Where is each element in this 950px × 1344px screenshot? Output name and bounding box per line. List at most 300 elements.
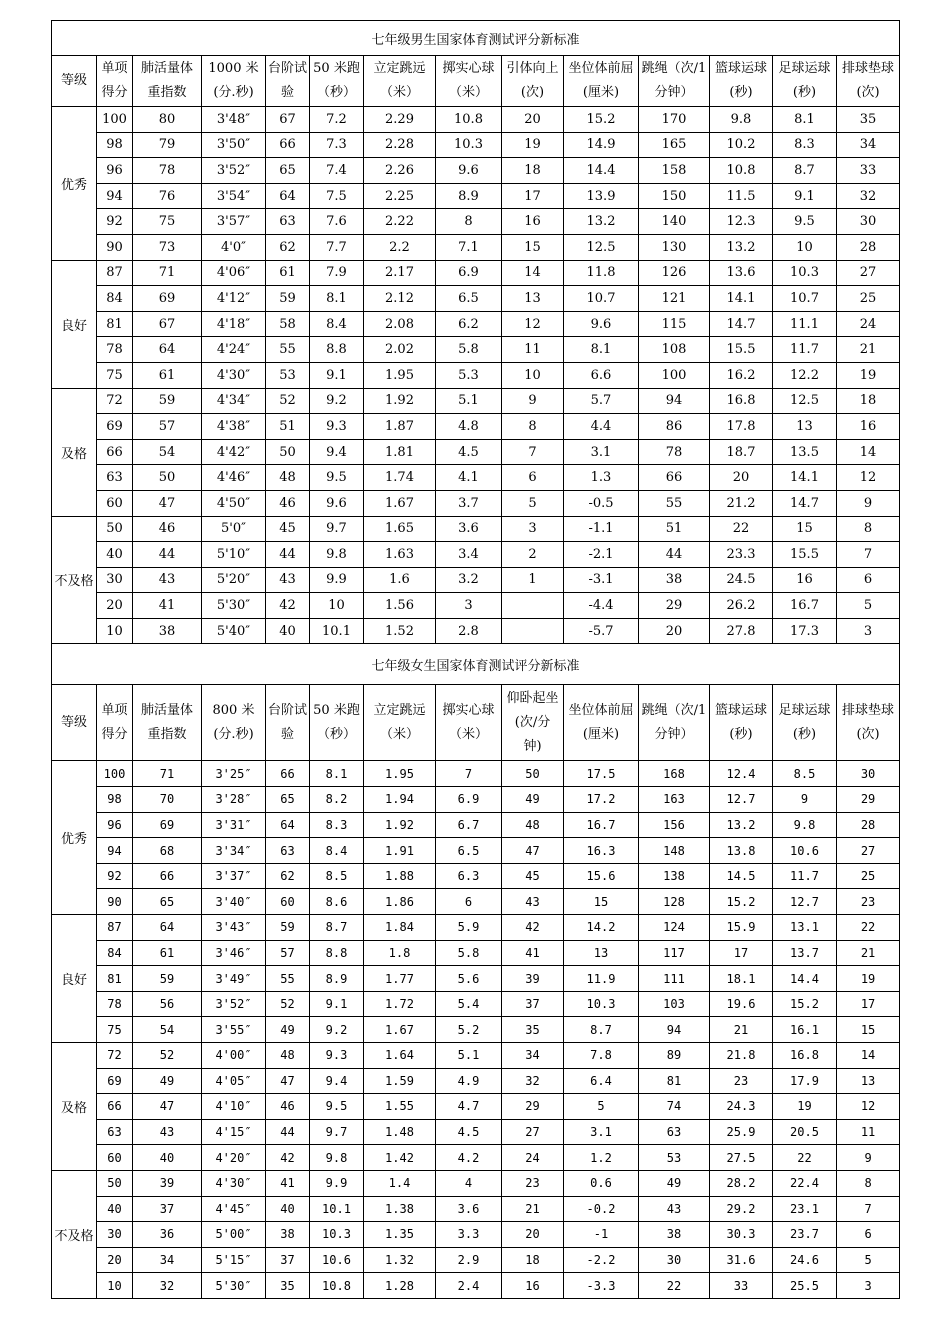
table-cell-pullup-situp: 12	[502, 311, 564, 337]
table-cell-rope-skipping: 29	[639, 593, 710, 619]
table-cell-step-test: 66	[266, 132, 310, 158]
table-cell-score: 60	[97, 490, 133, 516]
table-row	[52, 260, 900, 286]
table-row	[52, 940, 900, 966]
table-cell-shot-put: 6.5	[436, 286, 502, 312]
table-cell-vital-capacity-index: 61	[133, 362, 202, 388]
table-cell-run-time: 4'34″	[202, 388, 266, 414]
table-row	[52, 1043, 900, 1069]
table-row	[52, 863, 900, 889]
table-cell-shot-put: 6.9	[436, 260, 502, 286]
table-cell-rope-skipping: 22	[639, 1273, 710, 1299]
table-cell-pullup-situp: 8	[502, 414, 564, 440]
table-cell-rope-skipping: 108	[639, 337, 710, 363]
table-cell-volleyball-bump: 14	[837, 439, 900, 465]
table-cell-shot-put: 4.1	[436, 465, 502, 491]
table-cell-sprint-50m: 9.7	[310, 1119, 364, 1145]
table-cell-standing-long-jump: 2.17	[364, 260, 436, 286]
table-cell-sprint-50m: 9.5	[310, 465, 364, 491]
table-cell-run-time: 4'15″	[202, 1119, 266, 1145]
table-cell-rope-skipping: 111	[639, 966, 710, 992]
table-cell-basketball-dribble: 15.2	[710, 889, 773, 915]
table-cell-score: 78	[97, 991, 133, 1017]
table-cell-volleyball-bump: 23	[837, 889, 900, 915]
table-cell-score: 50	[97, 516, 133, 542]
table-cell-football-dribble: 11.1	[773, 311, 837, 337]
table-cell-volleyball-bump: 30	[837, 209, 900, 235]
table-cell-step-test: 46	[266, 490, 310, 516]
table-cell-standing-long-jump: 1.42	[364, 1145, 436, 1171]
table-cell-football-dribble: 15	[773, 516, 837, 542]
table-cell-shot-put: 4.7	[436, 1094, 502, 1120]
table-cell-sprint-50m: 7.6	[310, 209, 364, 235]
table-cell-football-dribble: 20.5	[773, 1119, 837, 1145]
boys-header-pullup-situp: 引体向上 (次)	[502, 56, 564, 107]
table-cell-shot-put: 4.8	[436, 414, 502, 440]
table-row	[52, 593, 900, 619]
girls-header-football-dribble: 足球运球 (秒)	[773, 685, 837, 761]
table-cell-sprint-50m: 8.4	[310, 838, 364, 864]
table-cell-vital-capacity-index: 67	[133, 311, 202, 337]
table-cell-sprint-50m: 8.8	[310, 940, 364, 966]
table-cell-sprint-50m: 9.4	[310, 439, 364, 465]
table-cell-score: 100	[97, 107, 133, 133]
table-cell-rope-skipping: 38	[639, 567, 710, 593]
table-cell-shot-put: 7.1	[436, 234, 502, 260]
table-cell-step-test: 46	[266, 1094, 310, 1120]
table-cell-sit-and-reach: 1.3	[564, 465, 639, 491]
table-cell-pullup-situp: 21	[502, 1196, 564, 1222]
table-cell-standing-long-jump: 1.84	[364, 915, 436, 941]
table-cell-pullup-situp: 24	[502, 1145, 564, 1171]
table-cell-sit-and-reach: -0.5	[564, 490, 639, 516]
table-cell-standing-long-jump: 1.32	[364, 1247, 436, 1273]
table-cell-basketball-dribble: 27.8	[710, 618, 773, 644]
table-cell-volleyball-bump: 7	[837, 542, 900, 568]
table-cell-run-time: 4'24″	[202, 337, 266, 363]
table-cell-step-test: 67	[266, 107, 310, 133]
table-cell-basketball-dribble: 27.5	[710, 1145, 773, 1171]
table-cell-score: 98	[97, 787, 133, 813]
boys-header-volleyball-bump: 排球垫球 (次)	[837, 56, 900, 107]
table-cell-pullup-situp: 29	[502, 1094, 564, 1120]
table-cell-score: 30	[97, 567, 133, 593]
table-cell-basketball-dribble: 31.6	[710, 1247, 773, 1273]
table-cell-sprint-50m: 10.1	[310, 618, 364, 644]
table-cell-vital-capacity-index: 59	[133, 966, 202, 992]
table-cell-rope-skipping: 55	[639, 490, 710, 516]
table-cell-football-dribble: 24.6	[773, 1247, 837, 1273]
table-cell-basketball-dribble: 20	[710, 465, 773, 491]
table-cell-run-time: 3'54″	[202, 183, 266, 209]
table-cell-vital-capacity-index: 47	[133, 1094, 202, 1120]
table-cell-basketball-dribble: 12.7	[710, 787, 773, 813]
table-cell-basketball-dribble: 13.2	[710, 234, 773, 260]
table-cell-football-dribble: 16.7	[773, 593, 837, 619]
table-cell-pullup-situp: 41	[502, 940, 564, 966]
table-cell-standing-long-jump: 2.29	[364, 107, 436, 133]
table-cell-shot-put: 5.6	[436, 966, 502, 992]
table-cell-football-dribble: 8.3	[773, 132, 837, 158]
table-cell-football-dribble: 8.7	[773, 158, 837, 184]
girls-header-vital-capacity-index: 肺活量体 重指数	[133, 685, 202, 761]
table-cell-sit-and-reach: 13	[564, 940, 639, 966]
table-cell-basketball-dribble: 11.5	[710, 183, 773, 209]
table-cell-volleyball-bump: 6	[837, 567, 900, 593]
table-cell-step-test: 35	[266, 1273, 310, 1299]
table-cell-rope-skipping: 86	[639, 414, 710, 440]
table-cell-basketball-dribble: 13.2	[710, 812, 773, 838]
girls-header-grade: 等级	[52, 685, 97, 761]
table-cell-standing-long-jump: 2.22	[364, 209, 436, 235]
table-cell-football-dribble: 13	[773, 414, 837, 440]
table-cell-rope-skipping: 78	[639, 439, 710, 465]
boys-grade-grade: 良好	[52, 260, 97, 388]
table-cell-pullup-situp: 10	[502, 362, 564, 388]
table-cell-sit-and-reach: -4.4	[564, 593, 639, 619]
table-cell-pullup-situp: 6	[502, 465, 564, 491]
table-cell-vital-capacity-index: 38	[133, 618, 202, 644]
table-cell-pullup-situp: 5	[502, 490, 564, 516]
girls-header-row	[52, 685, 900, 761]
table-cell-sprint-50m: 10.1	[310, 1196, 364, 1222]
table-cell-standing-long-jump: 2.08	[364, 311, 436, 337]
table-cell-run-time: 3'43″	[202, 915, 266, 941]
table-row	[52, 567, 900, 593]
table-cell-score: 90	[97, 889, 133, 915]
table-cell-score: 100	[97, 761, 133, 787]
table-cell-score: 92	[97, 209, 133, 235]
table-cell-shot-put: 6.2	[436, 311, 502, 337]
table-cell-standing-long-jump: 1.8	[364, 940, 436, 966]
boys-grade-grade: 及格	[52, 388, 97, 516]
table-cell-step-test: 42	[266, 1145, 310, 1171]
table-row	[52, 761, 900, 787]
table-cell-run-time: 3'25″	[202, 761, 266, 787]
table-row	[52, 1247, 900, 1273]
table-cell-score: 87	[97, 260, 133, 286]
table-cell-volleyball-bump: 28	[837, 234, 900, 260]
table-row	[52, 132, 900, 158]
girls-header-step-test: 台阶试 验	[266, 685, 310, 761]
table-cell-shot-put: 2.9	[436, 1247, 502, 1273]
girls-grade-grade: 及格	[52, 1043, 97, 1171]
table-cell-football-dribble: 15.5	[773, 542, 837, 568]
table-cell-basketball-dribble: 25.9	[710, 1119, 773, 1145]
table-cell-shot-put: 5.1	[436, 1043, 502, 1069]
table-cell-vital-capacity-index: 43	[133, 1119, 202, 1145]
table-cell-run-time: 3'34″	[202, 838, 266, 864]
table-cell-volleyball-bump: 7	[837, 1196, 900, 1222]
table-cell-sit-and-reach: -2.2	[564, 1247, 639, 1273]
table-cell-standing-long-jump: 1.91	[364, 838, 436, 864]
table-cell-sprint-50m: 10.6	[310, 1247, 364, 1273]
table-cell-run-time: 3'46″	[202, 940, 266, 966]
table-cell-sit-and-reach: 3.1	[564, 1119, 639, 1145]
table-cell-pullup-situp: 47	[502, 838, 564, 864]
table-cell-score: 92	[97, 863, 133, 889]
table-cell-basketball-dribble: 33	[710, 1273, 773, 1299]
table-cell-vital-capacity-index: 39	[133, 1170, 202, 1196]
table-cell-vital-capacity-index: 78	[133, 158, 202, 184]
table-cell-sit-and-reach: 17.5	[564, 761, 639, 787]
table-cell-sit-and-reach: -3.1	[564, 567, 639, 593]
table-cell-score: 75	[97, 1017, 133, 1043]
table-cell-step-test: 44	[266, 1119, 310, 1145]
table-cell-run-time: 3'37″	[202, 863, 266, 889]
table-cell-shot-put: 10.8	[436, 107, 502, 133]
table-cell-football-dribble: 25.5	[773, 1273, 837, 1299]
table-cell-score: 87	[97, 915, 133, 941]
table-cell-run-time: 4'0″	[202, 234, 266, 260]
table-cell-sprint-50m: 10	[310, 593, 364, 619]
table-cell-sprint-50m: 8.9	[310, 966, 364, 992]
table-cell-rope-skipping: 130	[639, 234, 710, 260]
table-cell-shot-put: 6.9	[436, 787, 502, 813]
table-cell-shot-put: 3.2	[436, 567, 502, 593]
table-cell-pullup-situp: 19	[502, 132, 564, 158]
table-cell-volleyball-bump: 22	[837, 915, 900, 941]
table-cell-standing-long-jump: 1.38	[364, 1196, 436, 1222]
table-cell-vital-capacity-index: 50	[133, 465, 202, 491]
table-cell-rope-skipping: 117	[639, 940, 710, 966]
table-cell-vital-capacity-index: 70	[133, 787, 202, 813]
table-cell-shot-put: 8.9	[436, 183, 502, 209]
boys-header-sprint-50m: 50 米跑 （秒）	[310, 56, 364, 107]
table-cell-step-test: 41	[266, 1170, 310, 1196]
table-cell-score: 96	[97, 812, 133, 838]
table-cell-shot-put: 6.5	[436, 838, 502, 864]
boys-header-shot-put: 掷实心球 （米）	[436, 56, 502, 107]
table-cell-basketball-dribble: 22	[710, 516, 773, 542]
table-cell-score: 78	[97, 337, 133, 363]
table-cell-rope-skipping: 124	[639, 915, 710, 941]
table-cell-standing-long-jump: 2.2	[364, 234, 436, 260]
table-row	[52, 414, 900, 440]
table-cell-volleyball-bump: 3	[837, 618, 900, 644]
table-cell-pullup-situp: 1	[502, 567, 564, 593]
table-cell-sprint-50m: 9.8	[310, 542, 364, 568]
table-row	[52, 107, 900, 133]
table-cell-football-dribble: 13.5	[773, 439, 837, 465]
table-cell-sit-and-reach: 9.6	[564, 311, 639, 337]
table-cell-football-dribble: 23.1	[773, 1196, 837, 1222]
table-cell-sit-and-reach: 17.2	[564, 787, 639, 813]
table-cell-pullup-situp: 17	[502, 183, 564, 209]
table-cell-step-test: 48	[266, 1043, 310, 1069]
table-cell-run-time: 5'30″	[202, 593, 266, 619]
table-cell-standing-long-jump: 2.25	[364, 183, 436, 209]
table-cell-sit-and-reach: 11.8	[564, 260, 639, 286]
table-row	[52, 234, 900, 260]
table-cell-sit-and-reach: 14.2	[564, 915, 639, 941]
table-cell-score: 96	[97, 158, 133, 184]
table-cell-football-dribble: 12.7	[773, 889, 837, 915]
boys-header-basketball-dribble: 篮球运球 (秒)	[710, 56, 773, 107]
table-cell-step-test: 62	[266, 234, 310, 260]
table-cell-shot-put: 7	[436, 761, 502, 787]
table-cell-pullup-situp	[502, 593, 564, 619]
table-cell-sit-and-reach: 5	[564, 1094, 639, 1120]
table-cell-sprint-50m: 9.2	[310, 388, 364, 414]
table-cell-run-time: 4'46″	[202, 465, 266, 491]
table-cell-step-test: 64	[266, 812, 310, 838]
table-cell-football-dribble: 10	[773, 234, 837, 260]
table-cell-score: 69	[97, 414, 133, 440]
table-cell-sit-and-reach: 5.7	[564, 388, 639, 414]
table-cell-pullup-situp	[502, 618, 564, 644]
girls-header-sprint-50m: 50 米跑 （秒）	[310, 685, 364, 761]
table-cell-run-time: 4'20″	[202, 1145, 266, 1171]
table-cell-sprint-50m: 9.9	[310, 1170, 364, 1196]
table-cell-pullup-situp: 11	[502, 337, 564, 363]
table-cell-sprint-50m: 8.2	[310, 787, 364, 813]
table-cell-football-dribble: 10.3	[773, 260, 837, 286]
table-cell-standing-long-jump: 1.88	[364, 863, 436, 889]
table-cell-sit-and-reach: -2.1	[564, 542, 639, 568]
table-cell-football-dribble: 13.1	[773, 915, 837, 941]
table-cell-score: 50	[97, 1170, 133, 1196]
table-cell-shot-put: 5.8	[436, 337, 502, 363]
table-cell-pullup-situp: 13	[502, 286, 564, 312]
table-row	[52, 209, 900, 235]
table-cell-rope-skipping: 51	[639, 516, 710, 542]
table-cell-basketball-dribble: 9.8	[710, 107, 773, 133]
table-cell-step-test: 55	[266, 337, 310, 363]
table-cell-football-dribble: 14.4	[773, 966, 837, 992]
table-cell-standing-long-jump: 1.35	[364, 1222, 436, 1248]
table-cell-volleyball-bump: 35	[837, 107, 900, 133]
table-cell-step-test: 60	[266, 889, 310, 915]
table-cell-vital-capacity-index: 47	[133, 490, 202, 516]
boys-grade-grade: 优秀	[52, 107, 97, 261]
table-cell-sprint-50m: 8.5	[310, 863, 364, 889]
girls-grade-grade: 优秀	[52, 761, 97, 915]
girls-grade-grade: 不及格	[52, 1170, 97, 1298]
table-cell-football-dribble: 9	[773, 787, 837, 813]
table-cell-volleyball-bump: 16	[837, 414, 900, 440]
table-cell-run-time: 3'55″	[202, 1017, 266, 1043]
table-cell-run-time: 4'42″	[202, 439, 266, 465]
table-cell-sit-and-reach: 11.9	[564, 966, 639, 992]
table-cell-sprint-50m: 8.1	[310, 286, 364, 312]
table-cell-football-dribble: 14.1	[773, 465, 837, 491]
table-cell-volleyball-bump: 27	[837, 838, 900, 864]
table-cell-rope-skipping: 66	[639, 465, 710, 491]
table-cell-pullup-situp: 39	[502, 966, 564, 992]
table-cell-football-dribble: 12.2	[773, 362, 837, 388]
table-cell-rope-skipping: 121	[639, 286, 710, 312]
table-cell-basketball-dribble: 18.7	[710, 439, 773, 465]
table-cell-rope-skipping: 170	[639, 107, 710, 133]
table-row	[52, 915, 900, 941]
table-cell-basketball-dribble: 21.8	[710, 1043, 773, 1069]
table-cell-basketball-dribble: 14.7	[710, 311, 773, 337]
table-cell-standing-long-jump: 1.63	[364, 542, 436, 568]
table-cell-sit-and-reach: 6.6	[564, 362, 639, 388]
table-cell-vital-capacity-index: 37	[133, 1196, 202, 1222]
table-cell-sprint-50m: 9.4	[310, 1068, 364, 1094]
table-cell-sit-and-reach: 0.6	[564, 1170, 639, 1196]
table-cell-rope-skipping: 38	[639, 1222, 710, 1248]
table-cell-sit-and-reach: -1.1	[564, 516, 639, 542]
table-cell-shot-put: 5.8	[436, 940, 502, 966]
table-cell-sprint-50m: 10.3	[310, 1222, 364, 1248]
table-cell-shot-put: 5.3	[436, 362, 502, 388]
table-cell-vital-capacity-index: 64	[133, 337, 202, 363]
table-cell-basketball-dribble: 13.6	[710, 260, 773, 286]
table-cell-vital-capacity-index: 54	[133, 1017, 202, 1043]
table-cell-step-test: 42	[266, 593, 310, 619]
table-cell-sit-and-reach: -0.2	[564, 1196, 639, 1222]
table-cell-sit-and-reach: 14.9	[564, 132, 639, 158]
table-cell-standing-long-jump: 1.67	[364, 490, 436, 516]
table-cell-pullup-situp: 7	[502, 439, 564, 465]
table-cell-score: 81	[97, 311, 133, 337]
girls-title-row	[52, 644, 900, 685]
table-cell-sit-and-reach: 1.2	[564, 1145, 639, 1171]
table-cell-standing-long-jump: 1.6	[364, 567, 436, 593]
girls-header-pullup-situp: 仰卧起坐 (次/分 钟)	[502, 685, 564, 761]
table-row	[52, 889, 900, 915]
table-cell-shot-put: 3.6	[436, 516, 502, 542]
table-cell-score: 84	[97, 286, 133, 312]
table-cell-volleyball-bump: 12	[837, 1094, 900, 1120]
table-cell-shot-put: 10.3	[436, 132, 502, 158]
table-row	[52, 362, 900, 388]
table-cell-score: 66	[97, 1094, 133, 1120]
table-cell-pullup-situp: 34	[502, 1043, 564, 1069]
table-cell-rope-skipping: 156	[639, 812, 710, 838]
table-cell-vital-capacity-index: 41	[133, 593, 202, 619]
table-cell-standing-long-jump: 1.94	[364, 787, 436, 813]
table-cell-rope-skipping: 126	[639, 260, 710, 286]
table-cell-basketball-dribble: 14.5	[710, 863, 773, 889]
table-cell-standing-long-jump: 1.55	[364, 1094, 436, 1120]
table-cell-run-time: 5'40″	[202, 618, 266, 644]
table-cell-score: 72	[97, 388, 133, 414]
table-cell-step-test: 63	[266, 838, 310, 864]
table-cell-vital-capacity-index: 32	[133, 1273, 202, 1299]
standards-table-body	[52, 21, 900, 1299]
table-cell-step-test: 52	[266, 388, 310, 414]
table-cell-basketball-dribble: 24.3	[710, 1094, 773, 1120]
table-cell-football-dribble: 14.7	[773, 490, 837, 516]
table-cell-sprint-50m: 8.7	[310, 915, 364, 941]
table-cell-sit-and-reach: 8.1	[564, 337, 639, 363]
table-cell-run-time: 3'52″	[202, 158, 266, 184]
table-cell-football-dribble: 15.2	[773, 991, 837, 1017]
table-cell-shot-put: 3.4	[436, 542, 502, 568]
table-cell-run-time: 5'10″	[202, 542, 266, 568]
table-row	[52, 158, 900, 184]
table-cell-vital-capacity-index: 61	[133, 940, 202, 966]
table-cell-run-time: 4'05″	[202, 1068, 266, 1094]
table-row	[52, 1068, 900, 1094]
girls-header-score: 单项 得分	[97, 685, 133, 761]
table-cell-vital-capacity-index: 69	[133, 812, 202, 838]
table-cell-volleyball-bump: 25	[837, 286, 900, 312]
table-cell-standing-long-jump: 1.92	[364, 388, 436, 414]
table-cell-volleyball-bump: 24	[837, 311, 900, 337]
table-cell-volleyball-bump: 19	[837, 966, 900, 992]
table-cell-vital-capacity-index: 52	[133, 1043, 202, 1069]
table-cell-vital-capacity-index: 54	[133, 439, 202, 465]
table-cell-volleyball-bump: 32	[837, 183, 900, 209]
table-cell-sprint-50m: 9.3	[310, 1043, 364, 1069]
table-cell-vital-capacity-index: 59	[133, 388, 202, 414]
table-cell-score: 98	[97, 132, 133, 158]
